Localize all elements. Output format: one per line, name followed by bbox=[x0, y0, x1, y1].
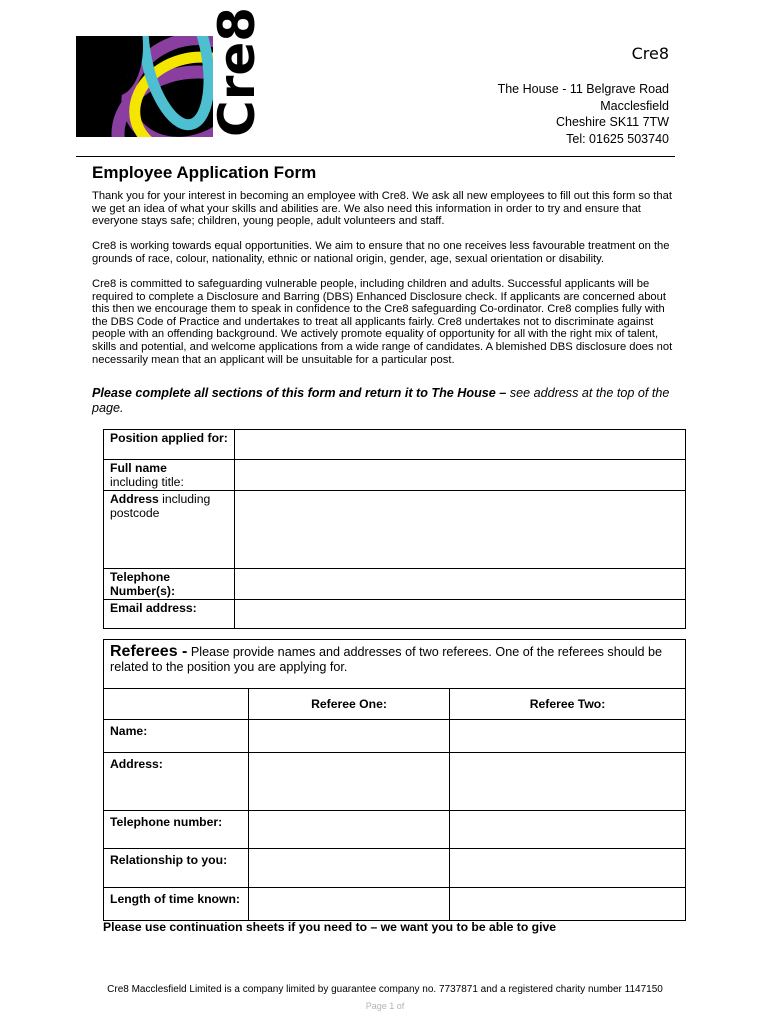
referees-header bbox=[104, 640, 686, 689]
telephone-label: Telephone Number(s): bbox=[104, 569, 235, 600]
address-block bbox=[498, 81, 669, 147]
referee-two-telephone-field[interactable] bbox=[450, 811, 686, 849]
referees-table bbox=[103, 639, 686, 921]
referee-one-length-field[interactable] bbox=[249, 888, 450, 921]
referee-one-header: Referee One: bbox=[249, 689, 450, 720]
address-label: Address including postcode bbox=[104, 491, 235, 569]
referees-description: Please provide names and addresses of two referees. One of the referees should be related to the position you are applying for. bbox=[110, 645, 663, 674]
page-number: Page 1 of bbox=[365, 1001, 405, 1011]
referee-blank-header bbox=[104, 689, 249, 720]
referees-title: Referees - bbox=[110, 643, 188, 660]
footer-text: Cre8 Macclesfield Limited is a company limited by guarantee company no. 7737871 and a registered charity number 1147150 bbox=[107, 984, 663, 995]
page-title: Employee Application Form bbox=[92, 163, 317, 182]
referee-name-label: Name: bbox=[104, 720, 249, 753]
referee-two-address-field[interactable] bbox=[450, 753, 686, 811]
telephone-line: Tel: 01625 503740 bbox=[566, 131, 669, 146]
referee-one-relationship-field[interactable] bbox=[249, 849, 450, 888]
fullname-label: Full name including title: bbox=[104, 460, 235, 491]
equal-opportunities-paragraph: Cre8 is working towards equal opportunities. We aim to ensure that no one receives less favourable treatment on the grounds of race, colour, nationality, ethnic or national origin, gender, age, sexual orientation or disability. bbox=[92, 240, 670, 265]
email-label: Email address: bbox=[104, 600, 235, 629]
referee-two-length-field[interactable] bbox=[450, 888, 686, 921]
referee-two-relationship-field[interactable] bbox=[450, 849, 686, 888]
position-label: Position applied for: bbox=[104, 430, 235, 460]
org-name: Cre8 bbox=[631, 44, 669, 63]
address-line: The House - 11 Belgrave Road bbox=[497, 82, 669, 96]
referee-one-address-field[interactable] bbox=[249, 753, 450, 811]
logo-text: Cre8 bbox=[208, 6, 266, 137]
position-field[interactable] bbox=[235, 430, 686, 460]
cre8-logo bbox=[76, 6, 266, 138]
fullname-field[interactable] bbox=[235, 460, 686, 491]
email-field[interactable] bbox=[235, 600, 686, 629]
header-divider bbox=[76, 156, 675, 157]
referee-two-header: Referee Two: bbox=[450, 689, 686, 720]
applicant-details-table bbox=[103, 429, 686, 629]
return-instruction bbox=[92, 386, 684, 416]
referee-telephone-label: Telephone number: bbox=[104, 811, 249, 849]
address-field[interactable] bbox=[235, 491, 686, 569]
referee-relationship-label: Relationship to you: bbox=[104, 849, 249, 888]
address-line: Cheshire SK11 7TW bbox=[555, 115, 669, 129]
safeguarding-paragraph: Cre8 is committed to safeguarding vulnerable people, including children and adults. Successful applicants will be required to complete a Disclosure and Barring (DBS) Enhanced Disclosure check. If applicants are concerned about this then we encourage them to speak in confidence to the Cre8 safeguarding Co-ordinator. Cre8 complies fully with the DBS Code of Practice and undertakes to treat all applicants fairly. Cre8 undertakes not to discriminate against people with an offending background. We actively promote equality of opportunity for all with the right mix of talent, skills and potential, and welcome applications from a wide range of candidates. A blemished DBS disclosure does not necessarily mean that an applicant will be unsuitable for a particular post. bbox=[92, 278, 673, 366]
referee-address-label: Address: bbox=[104, 753, 249, 811]
referee-two-name-field[interactable] bbox=[450, 720, 686, 753]
instruction-rest: see address at the top of the page. bbox=[92, 386, 670, 415]
referee-one-name-field[interactable] bbox=[249, 720, 450, 753]
telephone-field[interactable] bbox=[235, 569, 686, 600]
referee-one-telephone-field[interactable] bbox=[249, 811, 450, 849]
referee-length-label: Length of time known: bbox=[104, 888, 249, 921]
instruction-bold: Please complete all sections of this form and return it to The House – bbox=[92, 386, 507, 400]
address-line: Macclesfield bbox=[600, 98, 669, 113]
intro-paragraph: Thank you for your interest in becoming an employee with Cre8. We ask all new employees to fill out this form so that we get an idea of what your skills and abilities are. We also need this information in order to try and ensure that everyone stays safe; children, young people, adult volunteers and staff. bbox=[92, 190, 672, 228]
continuation-note: Please use continuation sheets if you need to – we want you to be able to give bbox=[103, 920, 557, 934]
